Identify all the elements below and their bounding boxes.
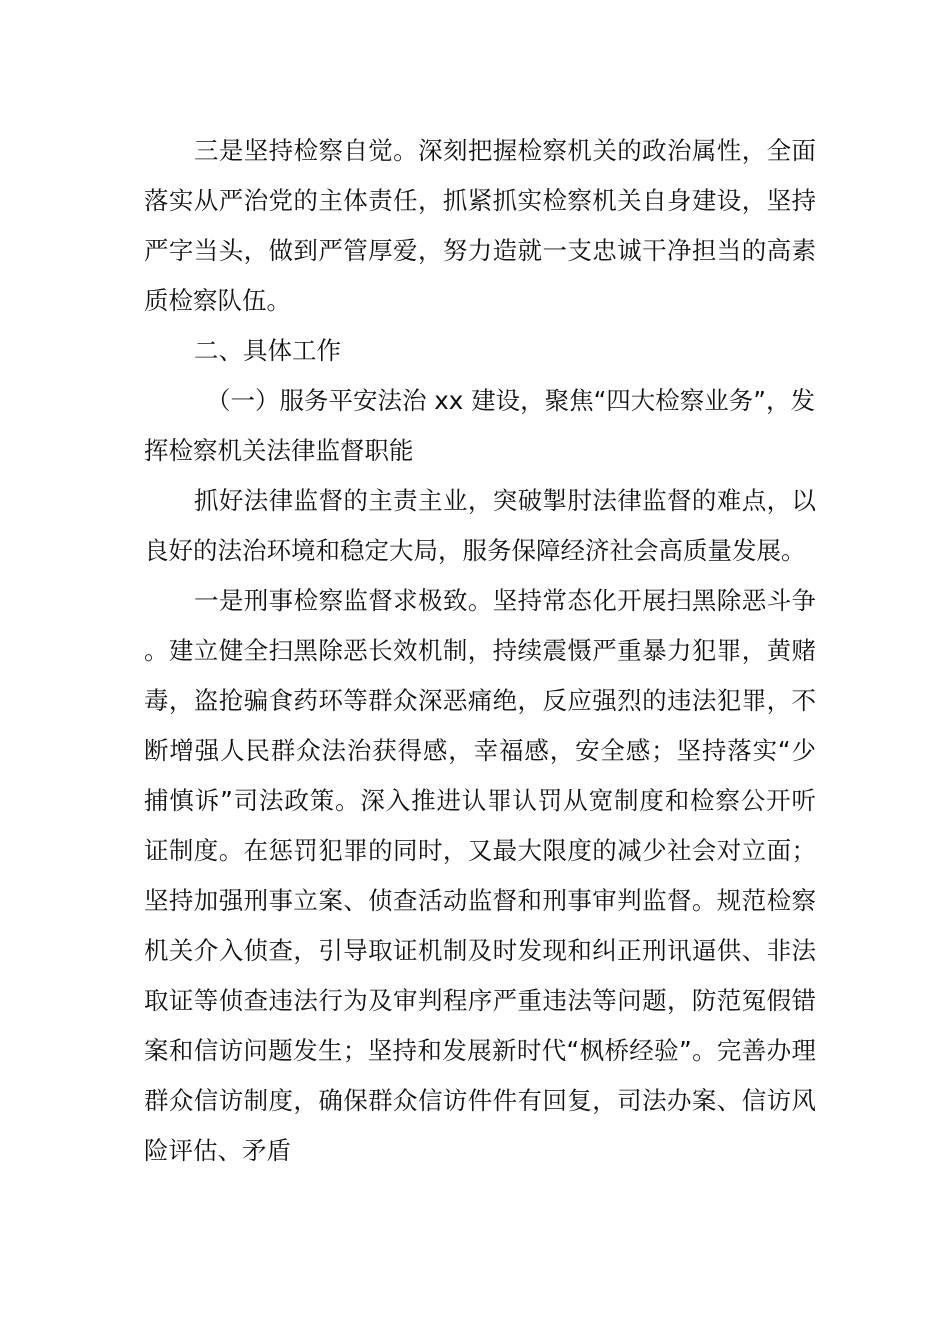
document-body [144,126,816,1176]
paragraph-legal-supervision: 抓好法律监督的主责主业，突破掣肘法律监督的难点，以良好的法治环境和稳定大局，服务保障经济社会高质量发展。 [144,486,816,565]
paragraph-self-discipline: 三是坚持检察自觉。深刻把握检察机关的政治属性，全面落实从严治党的主体责任，抓紧抓实检察机关自身建设，坚持严字当头，做到严管厚爱，努力造就一支忠诚干净担当的高素质检察队伍。 [144,136,816,315]
paragraph-criminal-procuratorial: 一是刑事检察监督求极致。坚持常态化开展扫黑除恶斗争。建立健全扫黑除恶长效机制，持续震慑严重暴力犯罪，黄赌毒，盗抢骗食药环等群众深恶痛绝，反应强烈的违法犯罪，不断增强人民群众法治获得感，幸福感，安全感；坚持落实“少捕慎诉”司法政策。深入推进认罪认罚从宽制度和检察公开听证制度。在惩罚犯罪的同时，又最大限度的减少社会对立面；坚持加强刑事立案、侦查活动监督和刑事审判监督。规范检察机关介入侦查，引导取证机制及时发现和纠正刑讯逼供、非法取证等侦查违法行为及审判程序严重违法等问题，防范冤假错案和信访问题发生；坚持和发展新时代“枫桥经验”。完善办理群众信访制度，确保群众信访件件有回复，司法办案、信访风险评估、矛盾 [144,586,816,1165]
subsection-heading-1: （一）服务平安法治 xx 建设，聚焦“四大检察业务”，发挥检察机关法律监督职能 [144,386,815,465]
section-heading-specific-work: 二、具体工作 [194,336,341,365]
